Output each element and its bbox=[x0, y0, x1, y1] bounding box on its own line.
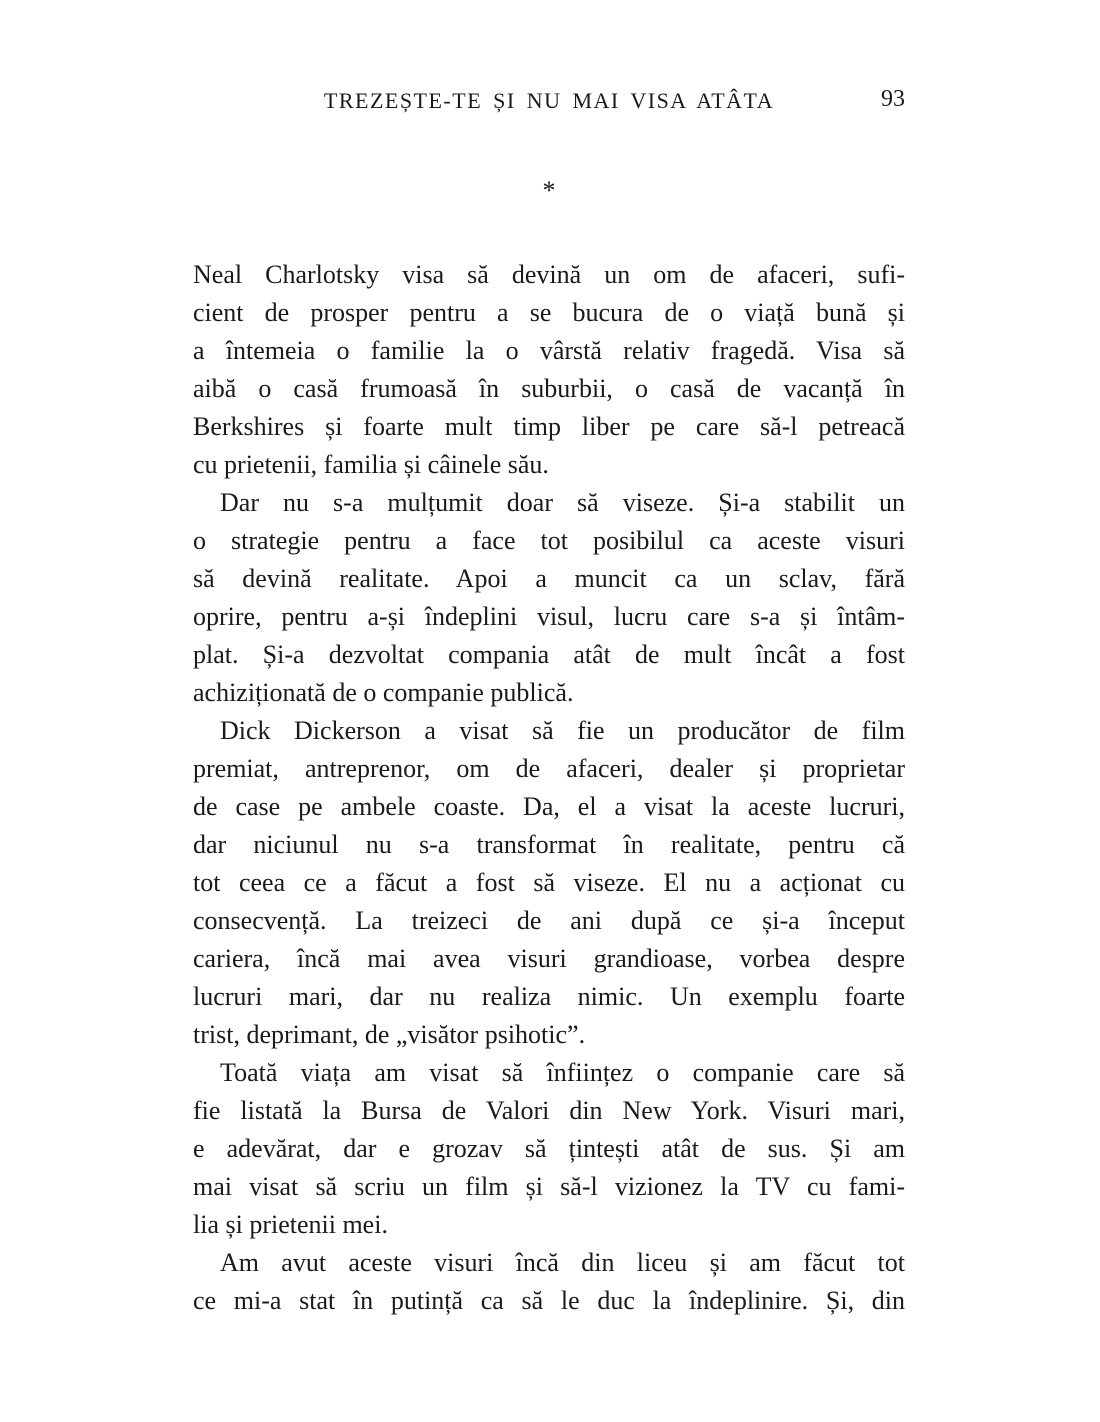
text-line: de case pe ambele coaste. Da, el a visat la aceste lucruri, bbox=[193, 792, 905, 821]
text-line: Dick Dickerson a visat să fie un producător de film bbox=[220, 716, 905, 745]
running-head bbox=[193, 88, 905, 114]
text-line: lucruri mari, dar nu realiza nimic. Un exemplu foarte bbox=[193, 982, 905, 1011]
text-line: aibă o casă frumoasă în suburbii, o casă de vacanță în bbox=[193, 374, 905, 403]
text-line: o strategie pentru a face tot posibilul ca aceste visuri bbox=[193, 526, 905, 555]
text-line: tot ceea ce a făcut a fost să viseze. El nu a acționat cu bbox=[193, 868, 905, 897]
page-number: 93 bbox=[881, 86, 905, 112]
text-line: Toată viața am visat să înființez o companie care să bbox=[220, 1058, 905, 1087]
text-line: a întemeia o familie la o vârstă relativ fragedă. Visa să bbox=[193, 336, 905, 365]
body-text bbox=[193, 256, 905, 1320]
text-line: oprire, pentru a-și îndeplini visul, lucru care s-a și întâm- bbox=[193, 602, 905, 631]
text-line: e adevărat, dar e grozav să țintești atât de sus. Și am bbox=[193, 1134, 905, 1163]
text-line: consecvență. La treizeci de ani după ce și-a început bbox=[193, 906, 905, 935]
text-line: Dar nu s-a mulțumit doar să viseze. Și-a stabilit un bbox=[220, 488, 905, 517]
paragraph bbox=[193, 712, 905, 1054]
paragraph bbox=[193, 1054, 905, 1244]
text-line: cu prietenii, familia și câinele său. bbox=[193, 450, 549, 479]
paragraph bbox=[193, 1244, 905, 1320]
text-line: ce mi-a stat în putință ca să le duc la îndeplinire. Și, din bbox=[193, 1286, 905, 1315]
text-line: fie listată la Bursa de Valori din New York. Visuri mari, bbox=[193, 1096, 905, 1125]
text-line: Berkshires și foarte mult timp liber pe care să-l petreacă bbox=[193, 412, 905, 441]
text-line: achiziționată de o companie publică. bbox=[193, 678, 574, 707]
paragraph bbox=[193, 484, 905, 712]
text-line: lia și prietenii mei. bbox=[193, 1210, 388, 1239]
text-line: cient de prosper pentru a se bucura de o viață bună și bbox=[193, 298, 905, 327]
text-line: mai visat să scriu un film și să-l vizionez la TV cu fami- bbox=[193, 1172, 905, 1201]
text-line: să devină realitate. Apoi a muncit ca un sclav, fără bbox=[193, 564, 905, 593]
text-line: trist, deprimant, de „visător psihotic”. bbox=[193, 1020, 586, 1049]
section-break-asterisk: * bbox=[542, 176, 556, 205]
text-line: premiat, antreprenor, om de afaceri, dealer și proprietar bbox=[193, 754, 905, 783]
text-line: cariera, încă mai avea visuri grandioase, vorbea despre bbox=[193, 944, 905, 973]
text-line: plat. Și-a dezvoltat compania atât de mult încât a fost bbox=[193, 640, 905, 669]
text-line: Am avut aceste visuri încă din liceu și am făcut tot bbox=[220, 1248, 905, 1277]
text-line: dar niciunul nu s-a transformat în realitate, pentru că bbox=[193, 830, 905, 859]
text-line: Neal Charlotsky visa să devină un om de afaceri, sufi- bbox=[193, 260, 905, 289]
chapter-title: TREZEȘTE-TE ȘI NU MAI VISA ATÂTA bbox=[323, 88, 775, 113]
paragraph bbox=[193, 256, 905, 484]
